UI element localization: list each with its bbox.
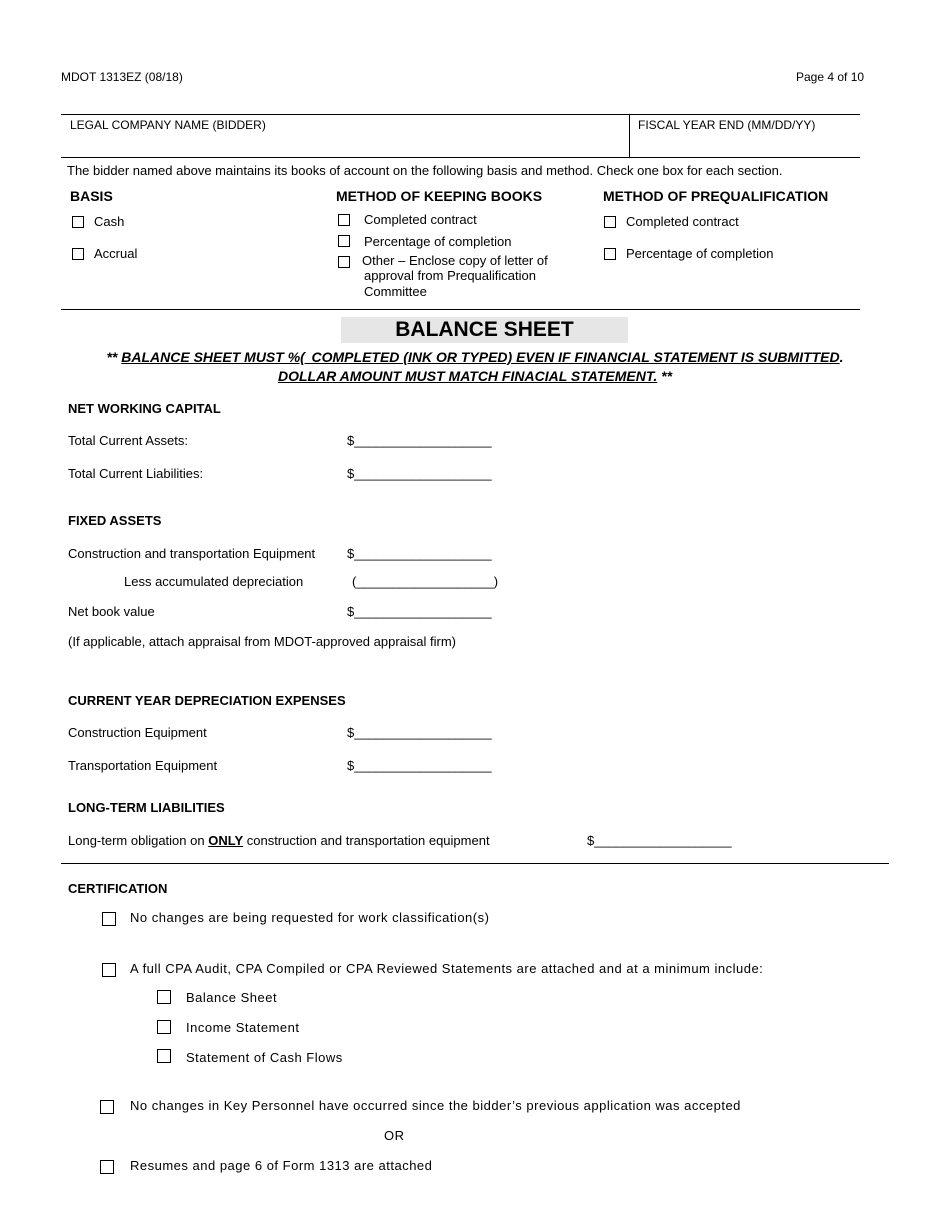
cash-flows-checkbox[interactable] <box>157 1049 171 1063</box>
equipment-label: Construction and transportation Equipment <box>68 546 316 561</box>
cpa-checkbox[interactable] <box>102 963 116 977</box>
books-completed-checkbox[interactable] <box>338 214 350 226</box>
depr-heading: CURRENT YEAR DEPRECIATION EXPENSES <box>68 693 346 708</box>
company-top-rule <box>61 114 860 115</box>
net-book-field[interactable]: $___________________ <box>347 604 492 619</box>
prequal-heading: METHOD OF PREQUALIFICATION <box>603 188 829 204</box>
income-statement-checkbox[interactable] <box>157 1020 171 1034</box>
company-name-label: LEGAL COMPANY NAME (BIDDER) <box>70 118 266 132</box>
books-other-label-1: Other – Enclose copy of letter of <box>362 253 548 268</box>
warning-suffix: ** <box>657 368 673 384</box>
prequal-percentage-label: Percentage of completion <box>626 246 774 261</box>
books-percentage-checkbox[interactable] <box>338 235 350 247</box>
warning-prefix: ** <box>106 349 122 365</box>
form-id: MDOT 1313EZ (08/18) <box>61 70 183 84</box>
total-liabilities-label: Total Current Liabilities: <box>68 466 204 481</box>
total-assets-label: Total Current Assets: <box>68 433 188 448</box>
total-liabilities-field[interactable]: $___________________ <box>347 466 492 481</box>
warning-text-2: DOLLAR AMOUNT MUST MATCH FINACIAL STATEMENT. <box>277 368 658 384</box>
books-heading: METHOD OF KEEPING BOOKS <box>336 188 543 204</box>
cash-checkbox[interactable] <box>72 216 84 228</box>
balance-warning-line-1 <box>40 349 910 365</box>
cash-flows-label: Statement of Cash Flows <box>186 1050 343 1065</box>
total-assets-field[interactable]: $___________________ <box>347 433 492 448</box>
construction-equipment-label: Construction Equipment <box>68 725 207 740</box>
balance-sheet-label: Balance Sheet <box>186 990 278 1005</box>
fixed-heading: FIXED ASSETS <box>68 513 162 528</box>
resumes-checkbox[interactable] <box>100 1160 114 1174</box>
no-changes-personnel-label: No changes in Key Personnel have occurred since the bidder’s previous application was accepted <box>130 1098 741 1113</box>
books-other-label-2: approval from Prequalification <box>364 268 536 283</box>
income-statement-label: Income Statement <box>186 1020 300 1035</box>
fiscal-year-label: FISCAL YEAR END (MM/DD/YY) <box>638 118 816 132</box>
depreciation-label: Less accumulated depreciation <box>124 574 304 589</box>
books-other-label-3: Committee <box>364 284 427 299</box>
ltl-label-post: construction and transportation equipment <box>243 833 490 848</box>
section-rule <box>61 309 860 310</box>
page-number: Page 4 of 10 <box>796 70 865 84</box>
no-changes-personnel-checkbox[interactable] <box>100 1100 114 1114</box>
balance-sheet-title: BALANCE SHEET <box>341 317 628 343</box>
books-completed-label: Completed contract <box>364 212 477 227</box>
ltl-label <box>68 833 490 848</box>
appraisal-note: (If applicable, attach appraisal from MDOT-approved appraisal firm) <box>68 634 456 649</box>
equipment-field[interactable]: $___________________ <box>347 546 492 561</box>
books-other-checkbox[interactable] <box>338 256 350 268</box>
accrual-label: Accrual <box>94 246 138 261</box>
ltl-field[interactable]: $___________________ <box>587 833 732 848</box>
prequal-percentage-checkbox[interactable] <box>604 248 616 260</box>
warning-period: . <box>839 349 844 365</box>
basis-heading: BASIS <box>70 188 113 204</box>
books-percentage-label: Percentage of completion <box>364 234 512 249</box>
company-bottom-rule <box>61 157 860 158</box>
prequal-completed-checkbox[interactable] <box>604 216 616 228</box>
resumes-label: Resumes and page 6 of Form 1313 are attached <box>130 1158 433 1173</box>
depreciation-field[interactable]: (___________________) <box>352 574 499 589</box>
transport-equipment-field[interactable]: $___________________ <box>347 758 492 773</box>
basis-intro: The bidder named above maintains its books of account on the following basis and method. Check one box for each section. <box>67 163 783 178</box>
no-changes-class-label: No changes are being requested for work classification(s) <box>130 910 490 925</box>
cert-heading: CERTIFICATION <box>68 881 168 896</box>
ltl-label-only: ONLY <box>208 833 244 848</box>
company-divider <box>629 114 630 157</box>
cpa-label: A full CPA Audit, CPA Compiled or CPA Reviewed Statements are attached and at a minimum include: <box>130 961 764 976</box>
balance-sheet-checkbox[interactable] <box>157 990 171 1004</box>
no-changes-class-checkbox[interactable] <box>102 912 116 926</box>
construction-equipment-field[interactable]: $___________________ <box>347 725 492 740</box>
nwc-heading: NET WORKING CAPITAL <box>68 401 221 416</box>
accrual-checkbox[interactable] <box>72 248 84 260</box>
balance-warning-line-2 <box>40 368 910 384</box>
ltl-label-pre: Long-term obligation on <box>68 833 209 848</box>
net-book-label: Net book value <box>68 604 155 619</box>
cert-rule <box>61 863 889 864</box>
cash-label: Cash <box>94 214 125 229</box>
prequal-completed-label: Completed contract <box>626 214 739 229</box>
warning-text-1: BALANCE SHEET MUST %( COMPLETED (INK OR TYPED) EVEN IF FINANCIAL STATEMENT IS SUBMITTED <box>121 349 840 365</box>
or-label: OR <box>384 1128 405 1143</box>
transport-equipment-label: Transportation Equipment <box>68 758 218 773</box>
ltl-heading: LONG-TERM LIABILITIES <box>68 800 225 815</box>
